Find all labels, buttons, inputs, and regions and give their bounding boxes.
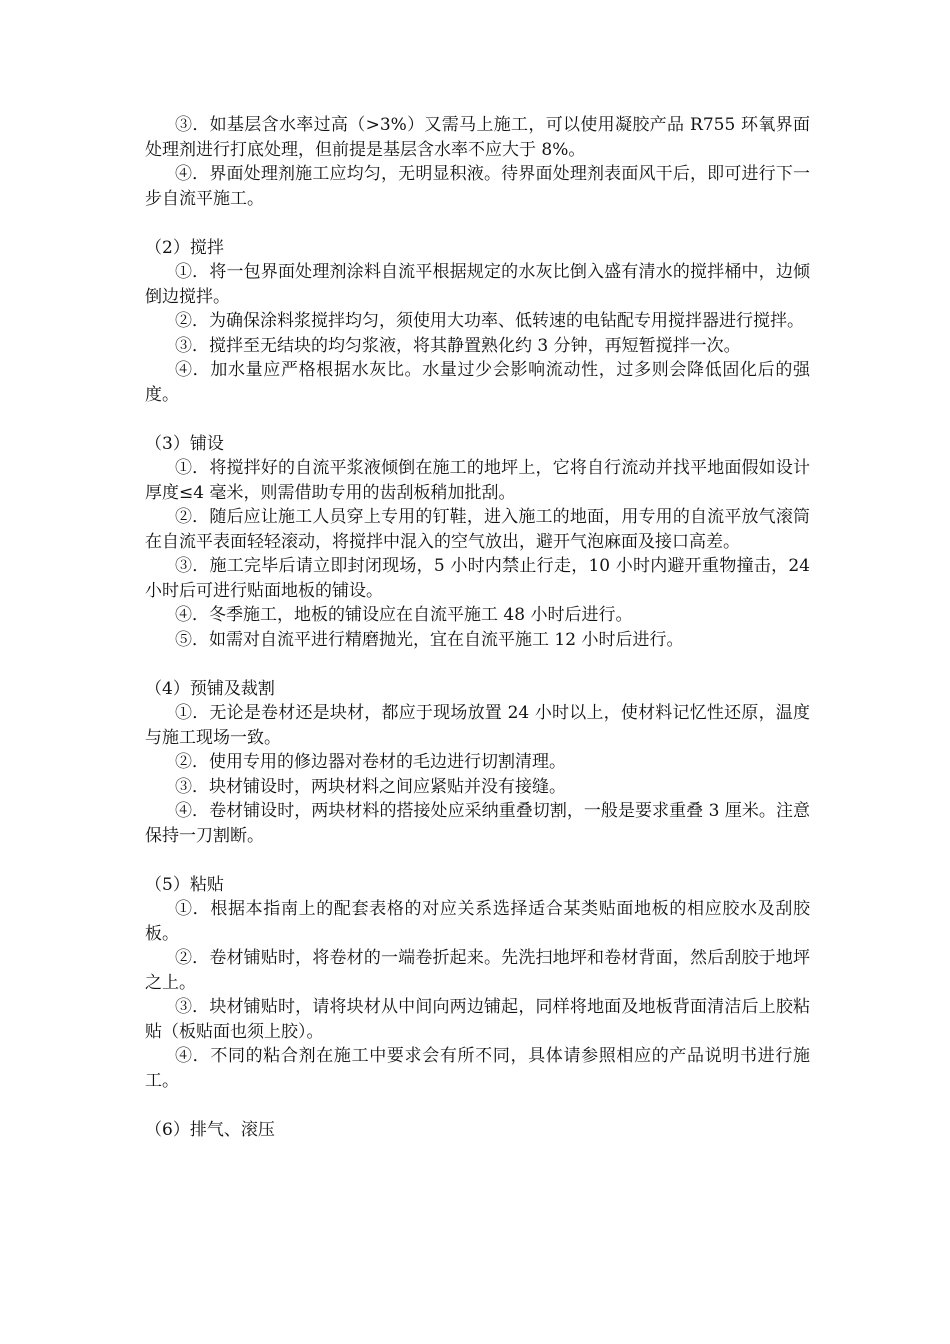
paragraph: ④．不同的粘合剂在施工中要求会有所不同，具体请参照相应的产品说明书进行施工。 — [145, 1046, 810, 1091]
paragraph: ②．卷材铺贴时，将卷材的一端卷折起来。先洗扫地坪和卷材背面，然后刮胶于地坪之上。 — [145, 948, 810, 993]
paragraph: ③．块材铺贴时，请将块材从中间向两边铺起，同样将地面及地板背面清洁后上胶粘贴（板贴面也须上胶）。 — [145, 997, 810, 1042]
section-prelaying-cutting — [145, 677, 810, 849]
section-heading: （4）预铺及裁割 — [145, 678, 275, 699]
paragraph: ③．块材铺设时，两块材料之间应紧贴并没有接缝。 — [175, 776, 566, 797]
paragraph: ①．无论是卷材还是块材，都应于现场放置 24 小时以上，使材料记忆性还原，温度与施工现场一致。 — [145, 703, 810, 748]
paragraph: ④．加水量应严格根据水灰比。水量过少会影响流动性，过多则会降低固化后的强度。 — [145, 360, 810, 405]
section-bonding — [145, 873, 810, 1094]
section-heading: （2）搅拌 — [145, 237, 224, 258]
paragraph: ③．施工完毕后请立即封闭现场，5 小时内禁止行走，10 小时内避开重物撞击，24 小时后可进行贴面地板的铺设。 — [145, 556, 810, 601]
paragraph: ④．界面处理剂施工应均匀，无明显积液。待界面处理剂表面风干后，即可进行下一步自流平施工。 — [145, 164, 810, 209]
paragraph: ②．为确保涂料浆搅拌均匀，须使用大功率、低转速的电钻配专用搅拌器进行搅拌。 — [175, 311, 804, 331]
paragraph: ④．卷材铺设时，两块材料的搭接处应采纳重叠切割，一般是要求重叠 3 厘米。注意保持一刀割断。 — [145, 801, 810, 846]
section-laying — [145, 432, 810, 653]
paragraph: ②．使用专用的修边器对卷材的毛边进行切割清理。 — [175, 752, 566, 772]
paragraph: ①．将一包界面处理剂涂料自流平根据规定的水灰比倒入盛有清水的搅拌桶中，边倾倒边搅拌。 — [145, 262, 810, 307]
paragraph: ②．随后应让施工人员穿上专用的钉鞋，进入施工的地面，用专用的自流平放气滚筒在自流平表面轻轻滚动，将搅拌中混入的空气放出，避开气泡麻面及接口高差。 — [145, 507, 810, 552]
paragraph: ③．如基层含水率过高（>3%）又需马上施工，可以使用凝胶产品 R755 环氧界面处理剂进行打底处理，但前提是基层含水率不应大于 8%。 — [145, 115, 810, 160]
section-heading: （5）粘贴 — [145, 874, 224, 895]
paragraph: ⑤．如需对自流平进行精磨抛光，宜在自流平施工 12 小时后进行。 — [175, 629, 684, 650]
section-venting-rolling — [145, 1118, 810, 1143]
section-heading: （6）排气、滚压 — [145, 1119, 275, 1140]
document-page — [145, 113, 810, 1142]
paragraph: ①．根据本指南上的配套表格的对应关系选择适合某类贴面地板的相应胶水及刮胶板。 — [145, 899, 810, 944]
section-heading: （3）铺设 — [145, 433, 224, 454]
paragraph: ①．将搅拌好的自流平浆液倾倒在施工的地坪上，它将自行流动并找平地面假如设计厚度≤4 毫米，则需借助专用的齿刮板稍加批刮。 — [145, 458, 810, 503]
section-mixing — [145, 236, 810, 408]
section-interface-treatment — [145, 113, 810, 211]
paragraph: ③．搅拌至无结块的均匀浆液，将其静置熟化约 3 分钟，再短暂搅拌一次。 — [175, 335, 741, 356]
paragraph: ④．冬季施工，地板的铺设应在自流平施工 48 小时后进行。 — [175, 605, 633, 625]
